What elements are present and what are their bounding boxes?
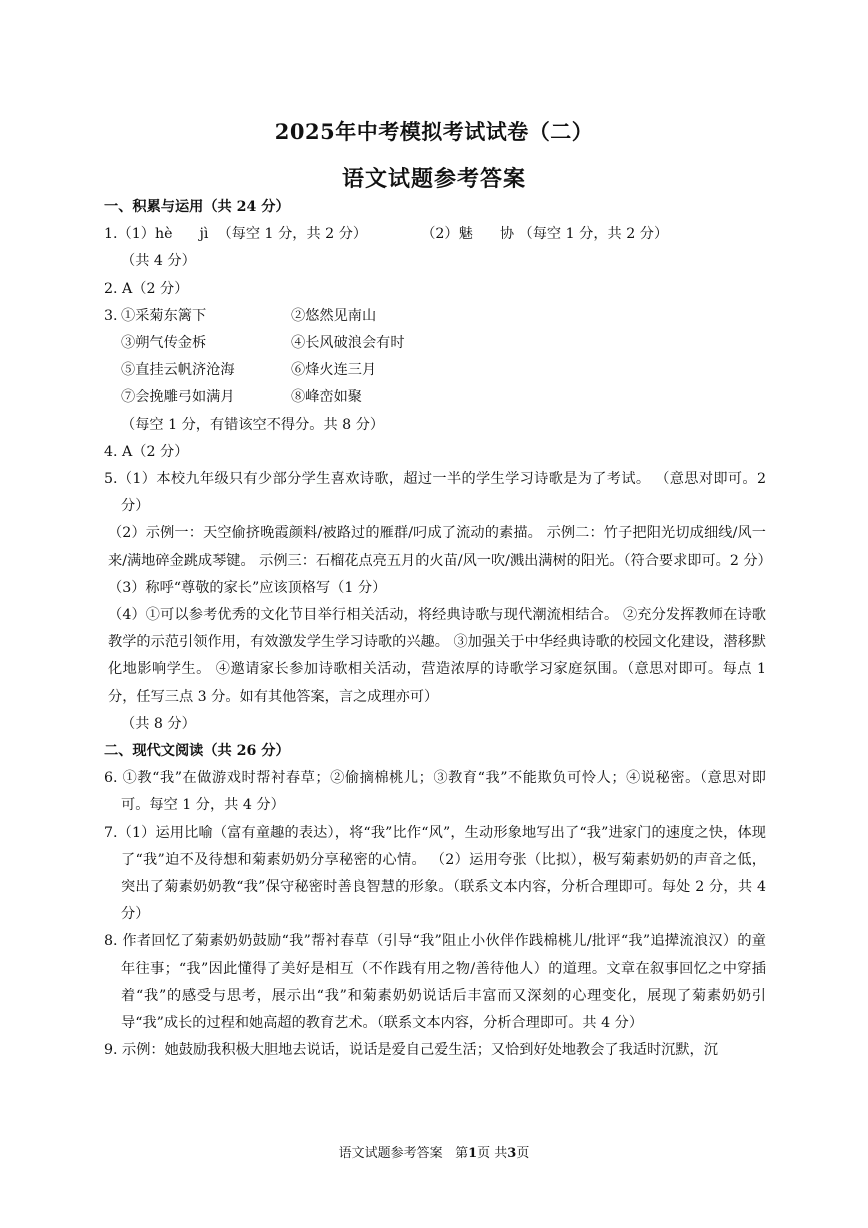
footer-page-unit: 页 <box>477 1146 491 1161</box>
q1-answer: 1.（1）hè jì （每空 1 分，共 2 分） （2）魅 协 （每空 1 分，共 2 分） <box>104 226 669 243</box>
q3-item: ⑧峰峦如聚 <box>291 389 362 406</box>
section-heading-1: 一、积累与运用（共 24 分） <box>104 199 290 215</box>
q7-answer: 7.（1）运用比喻（富有童趣的表达），将“我”比作“风”，生动形象地写出了“我”进家门的速度之快，体现了“我”迫不及待想和菊素奶奶分享秘密的心情。 （2）运用夸张（比拟），极写菊素奶奶的声音之低，突出了菊素奶奶教“我”保守秘密时善良智慧的形象。（联系文本内容，分析合理即可。每处 2 分，共 4 分） <box>104 824 766 923</box>
q3-item: ②悠然见南山 <box>291 307 377 324</box>
q3-label: 3. <box>104 307 118 324</box>
exam-title: 2025年中考模拟考试试卷（二） <box>274 119 594 144</box>
q5-part1: 5.（1）本校九年级只有少部分学生喜欢诗歌，超过一半的学生学习诗歌是为了考试。 （意思对即可。2 分） <box>104 471 766 515</box>
exam-subtitle: 语文试题参考答案 <box>341 166 526 192</box>
q3-item: ⑦会挽雕弓如满月 <box>121 389 235 406</box>
footer-total-pages: 3 <box>507 1146 517 1161</box>
q4-answer: 4. A（2 分） <box>104 443 189 460</box>
q5-part3: （3）称呼“尊敬的家长”应该顶格写（1 分） <box>108 579 387 596</box>
footer-page-number: 1 <box>468 1146 478 1161</box>
q1-total: （共 4 分） <box>121 253 196 270</box>
q6-answer: 6. ①教“我”在做游戏时帮衬春草；②偷摘棉桃儿；③教育“我”不能欺负可怜人；④说秘密。（意思对即可。每空 1 分，共 4 分） <box>104 770 766 814</box>
q3-item: ⑥烽火连三月 <box>291 362 377 379</box>
q2-answer: 2. A（2 分） <box>104 280 189 297</box>
q3-note: （每空 1 分，有错该空不得分。共 8 分） <box>121 416 385 433</box>
footer-total-label: 共 <box>494 1146 508 1161</box>
answer-content <box>104 194 772 1065</box>
q3-item: ③朔气传金柝 <box>121 335 207 352</box>
footer-total-unit: 页 <box>516 1146 530 1161</box>
q3-item: ①采菊东篱下 <box>121 307 207 324</box>
q3-poem-grid <box>104 303 766 412</box>
footer-doc-name: 语文试题参考答案 <box>338 1146 443 1161</box>
q5-part4: （4）①可以参考优秀的文化节目举行相关活动，将经典诗歌与现代潮流相结合。 ②充分发挥教师在诗歌教学的示范引领作用，有效激发学生学习诗歌的兴趣。 ③加强关于中华经典诗歌的校园文化建设，潜移默化地影响学生。 ④邀请家长参加诗歌相关活动，营造浓厚的诗歌学习家庭氛围。（意思对即可。每点 1 分，任写三点 3 分。如有其他答案，言之成理亦可） <box>108 607 766 705</box>
footer-page-label: 第 <box>455 1146 469 1161</box>
section-heading-2: 二、现代文阅读（共 26 分） <box>104 743 290 760</box>
q3-answer <box>104 303 766 412</box>
q3-item: ⑤直挂云帆济沧海 <box>121 362 235 379</box>
q9-answer: 9. 示例：她鼓励我积极大胆地去说话，说话是爱自己爱生活；又恰到好处地教会了我适时沉默，沉 <box>104 1042 718 1059</box>
q8-answer: 8. 作者回忆了菊素奶奶鼓励“我”帮衬春草（引导“我”阻止小伙伴作践棉桃儿/批评“我”追撵流浪汉）的童年往事；“我”因此懂得了美好是相互（不作践有用之物/善待他人）的道理。文章在叙事回忆之中穿插着“我”的感受与思考，展示出“我”和菊素奶奶说话后丰富而又深刻的心理变化，展现了菊素奶奶引导“我”成长的过程和她高超的教育艺术。（联系文本内容，分析合理即可。共 4 分） <box>104 933 766 1032</box>
page-footer <box>0 1142 868 1161</box>
q5-total: （共 8 分） <box>121 715 196 732</box>
q5-part2: （2）示例一：天空偷挤晚霞颜料/被路过的雁群/叼成了流动的素描。 示例二：竹子把阳光切成细线/风一来/满地碎金跳成琴键。 示例三：石榴花点亮五月的火苗/风一吹/溅出满树的阳光。（符合要求即可。2 分） <box>108 525 772 569</box>
q3-item: ④长风破浪会有时 <box>291 335 405 352</box>
